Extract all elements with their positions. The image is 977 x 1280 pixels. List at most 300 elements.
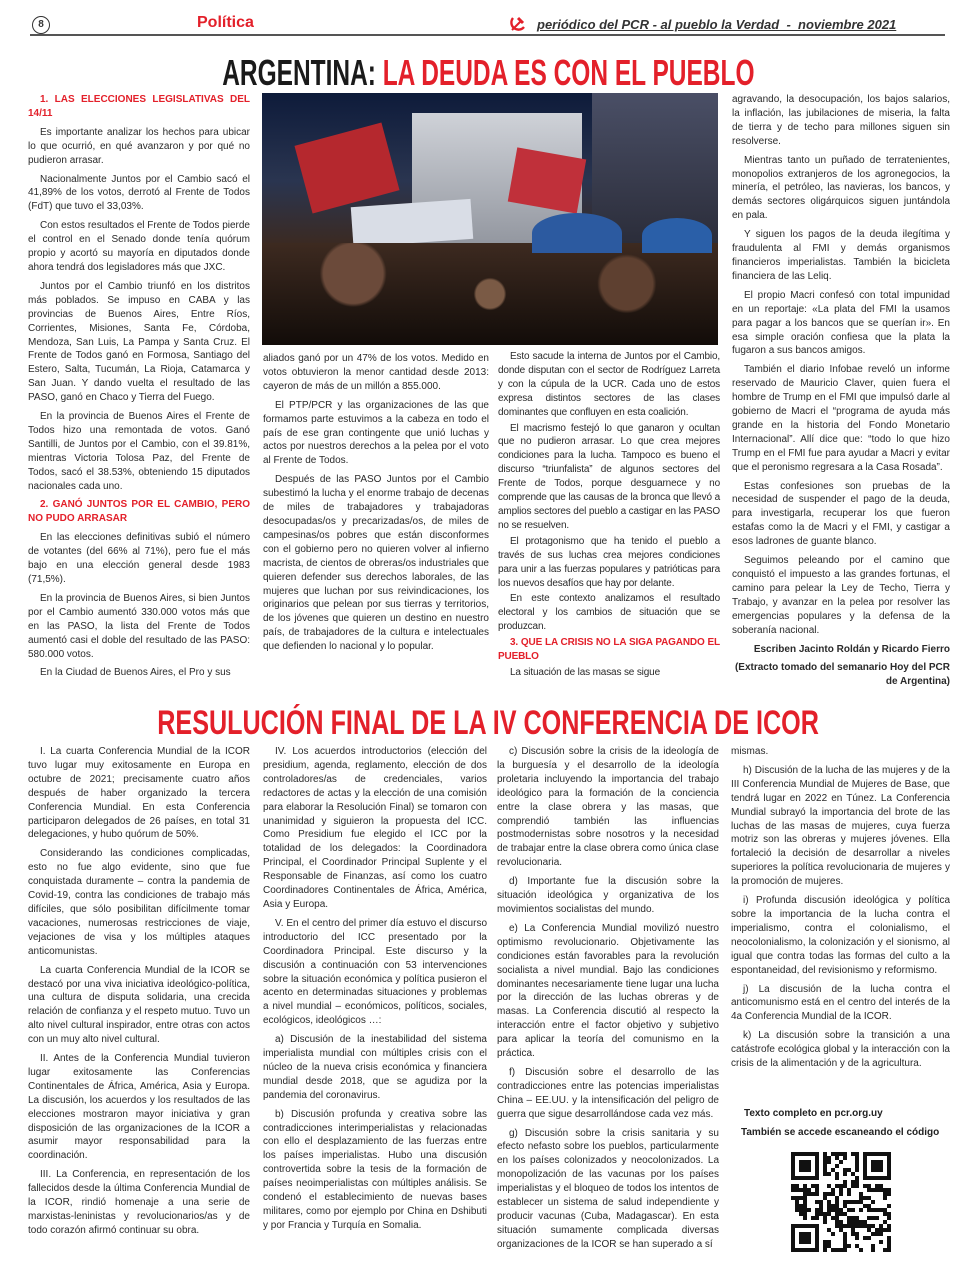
qr-module xyxy=(823,1172,827,1176)
paragraph: c) Discusión sobre la crisis de la ideología de la burguesía y el desarrollo de la ideología proletaria incluyendo la importancia del trabajo ideológico para la formación de la conciencia entre la clase obrera y las masas, que comprendió también las influencias postmodernistas sobre nosotros y la necesidad de trabajar entre la clase obrera como única clase revolucionaria. xyxy=(497,746,719,869)
qr-module xyxy=(843,1204,847,1208)
qr-module xyxy=(875,1208,879,1212)
qr-module xyxy=(799,1204,803,1208)
qr-module xyxy=(815,1156,819,1160)
qr-module xyxy=(799,1160,803,1164)
qr-module xyxy=(799,1164,803,1168)
paragraph: k) La discusión sobre la transición a una catástrofe ecológica global y la interacción con la crisis de la alimentación y de la agricultura. xyxy=(731,1030,950,1070)
photo-flag xyxy=(508,147,586,213)
qr-module xyxy=(803,1232,807,1236)
qr-module xyxy=(887,1244,891,1248)
qr-module xyxy=(883,1192,887,1196)
qr-module xyxy=(839,1160,843,1164)
qr-module xyxy=(871,1200,875,1204)
paragraph: Estas confesiones son pruebas de la necesidad de suspender el pago de la deuda, para investigarla, recuperar los que fueron estafas como la de Macri y el FMI, y castigar a esos ladrones de guante blanco. xyxy=(732,480,950,548)
qr-module xyxy=(795,1196,799,1200)
qr-module xyxy=(823,1244,827,1248)
qr-module xyxy=(803,1152,807,1156)
paragraph: Seguimos peleando por el camino que conquistó el impuesto a las grandes fortunas, el camino para pelear la Ley de Techo, Tierra y Trabajo, y avanzar en la pelea por resolver las emergencias populares y la defensa de la soberanía nacional. xyxy=(732,555,950,636)
qr-module xyxy=(851,1216,855,1220)
qr-module xyxy=(831,1204,835,1208)
qr-module xyxy=(867,1188,871,1192)
paragraph: f) Discusión sobre el desarrollo de las contradicciones entre las potencias imperialistas China – EE.UU. y la intensificación del peligro de guerra que sigue desarrollándose cada vez más. xyxy=(497,1066,719,1120)
qr-module xyxy=(823,1216,827,1220)
qr-module xyxy=(835,1212,839,1216)
qr-module xyxy=(827,1156,831,1160)
qr-module xyxy=(847,1200,851,1204)
qr-module xyxy=(843,1180,847,1184)
paragraph: V. En el centro del primer día estuvo el discurso introductorio del ICC presentado por la Coordinadora Principal. Este discurso y la discusión a continuación con 53 intervenciones sobre la situación económica y política pusieron el acento en determinadas situaciones y problemas a nivel mundial – económicos, políticos, sociales, ecológicos, ideológicos …: xyxy=(263,917,487,1027)
paragraph: El macrismo festejó lo que ganaron y ocultan que no pudieron arrasar. Lo que crea mejores condiciones para la lucha. Tampoco es bueno el discurso “triunfalista” de algunos sectores del Frente de Todos, porque desguarnece y no comprende que las causas de la bronca que llevó a amplios sectores del pueblo a castigar en las PASO no se resuelven. xyxy=(498,422,720,531)
qr-module xyxy=(811,1176,815,1180)
qr-module xyxy=(799,1168,803,1172)
qr-module xyxy=(851,1208,855,1212)
qr-module xyxy=(823,1240,827,1244)
qr-module xyxy=(855,1168,859,1172)
qr-module xyxy=(843,1232,847,1236)
qr-module xyxy=(855,1180,859,1184)
qr-module xyxy=(807,1168,811,1172)
qr-module xyxy=(803,1204,807,1208)
qr-module xyxy=(835,1164,839,1168)
qr-module xyxy=(791,1240,795,1244)
qr-module xyxy=(875,1228,879,1232)
qr-module xyxy=(871,1160,875,1164)
qr-module xyxy=(835,1172,839,1176)
qr-module xyxy=(847,1224,851,1228)
qr-module xyxy=(887,1152,891,1156)
qr-module xyxy=(791,1160,795,1164)
qr-module xyxy=(827,1208,831,1212)
qr-module xyxy=(815,1176,819,1180)
qr-module xyxy=(811,1216,815,1220)
qr-module xyxy=(807,1160,811,1164)
qr-module xyxy=(847,1216,851,1220)
masthead: periódico del PCR - al pueblo la Verdad - noviembre 2021 xyxy=(537,17,897,32)
article2-column-4 xyxy=(731,745,950,1090)
qr-module xyxy=(867,1184,871,1188)
qr-module xyxy=(879,1160,883,1164)
qr-module xyxy=(807,1192,811,1196)
article1-column-4 xyxy=(732,93,950,688)
qr-module xyxy=(879,1152,883,1156)
photo-umbrella xyxy=(532,213,622,253)
qr-module xyxy=(855,1152,859,1156)
website-link[interactable]: Texto completo en pcr.org.uy xyxy=(744,1108,883,1119)
qr-module xyxy=(803,1192,807,1196)
qr-module xyxy=(867,1228,871,1232)
qr-module xyxy=(867,1224,871,1228)
qr-module xyxy=(863,1204,867,1208)
paragraph: e) La Conferencia Mundial movilizó nuestro optimismo revolucionario. Objetivamente las condiciones están favorables para la revolución socialista a nivel mundial. Bajo las condiciones dominantes necesariamente tiene lugar una lucha por la dirección de las luchas obreras y de masas. La Conferencia discutió al respecto la interacción entre el factor objetivo y subjetivo para aplicar la teoría del comunismo en la práctica. xyxy=(497,922,719,1060)
byline: Escriben Jacinto Roldán y Ricardo Fierro xyxy=(753,643,950,655)
qr-module xyxy=(799,1236,803,1240)
qr-module xyxy=(839,1188,843,1192)
paragraph: g) Discusión sobre la crisis sanitaria y su efecto nefasto sobre los pueblos, particularmente en los países colonizados y neocolonizados. La monopolización de las vacunas por los países imperialistas y el bloqueo de todos los intentos de establecer un sistema de salud independiente y producir vacunas (Cuba, Madagascar). En esta situación sumamente complicada diversas organizaciones de la ICOR se han superado a sí xyxy=(497,1127,719,1250)
qr-module xyxy=(855,1164,859,1168)
qr-module xyxy=(815,1244,819,1248)
qr-module xyxy=(807,1188,811,1192)
paragraph: El protagonismo que ha tenido el pueblo a través de sus luchas crea mejores condiciones para unir a las fuerzas populares y patrióticas para los nuevos desafíos que hay por delante. xyxy=(498,535,720,589)
qr-module xyxy=(815,1212,819,1216)
qr-module xyxy=(863,1236,867,1240)
qr-module xyxy=(791,1196,795,1200)
qr-module xyxy=(803,1224,807,1228)
qr-module xyxy=(815,1152,819,1156)
qr-module xyxy=(803,1160,807,1164)
qr-module xyxy=(835,1220,839,1224)
qr-module xyxy=(795,1204,799,1208)
subheading: 1. LAS ELECCIONES LEGISLATIVAS DEL 14/11 xyxy=(28,94,250,119)
qr-module xyxy=(835,1248,839,1252)
qr-module xyxy=(815,1200,819,1204)
source-note: (Extracto tomado del semanario Hoy del PCR de Argentina) xyxy=(734,662,950,688)
qr-module xyxy=(795,1176,799,1180)
qr-module xyxy=(887,1172,891,1176)
qr-module xyxy=(887,1192,891,1196)
qr-module xyxy=(803,1212,807,1216)
qr-module xyxy=(807,1176,811,1180)
qr-module xyxy=(831,1168,835,1172)
qr-module xyxy=(863,1152,867,1156)
qr-module xyxy=(843,1152,847,1156)
qr-module xyxy=(875,1160,879,1164)
qr-module xyxy=(847,1192,851,1196)
qr-module xyxy=(791,1172,795,1176)
qr-module xyxy=(843,1168,847,1172)
qr-instructions: También se accede escaneando el código xyxy=(741,1127,940,1138)
paragraph: j) La discusión de la lucha contra el anticomunismo está en el centro del interés de la 4a Conferencia Mundial de la ICOR. xyxy=(731,983,950,1023)
qr-module xyxy=(871,1224,875,1228)
qr-module xyxy=(815,1192,819,1196)
qr-module xyxy=(799,1176,803,1180)
paragraph: II. Antes de la Conferencia Mundial tuvieron lugar exitosamente las Conferencias Continentales de África, América, Asia y Europa. La discusión, los acuerdos y los resultados de las elecciones mostraron mayor iniciativa y gran disposición de las organizaciones de la ICOR a asumir mayor responsabilidad para la coordinación. xyxy=(28,1053,250,1162)
qr-module xyxy=(835,1204,839,1208)
qr-module xyxy=(823,1220,827,1224)
qr-module xyxy=(851,1200,855,1204)
qr-module xyxy=(875,1216,879,1220)
qr-module xyxy=(827,1212,831,1216)
qr-module xyxy=(855,1156,859,1160)
qr-module xyxy=(883,1220,887,1224)
qr-module xyxy=(807,1208,811,1212)
qr-module xyxy=(799,1248,803,1252)
article1-column-3 xyxy=(498,350,720,682)
qr-module xyxy=(887,1216,891,1220)
qr-module xyxy=(803,1196,807,1200)
qr-module xyxy=(879,1224,883,1228)
qr-module xyxy=(851,1180,855,1184)
qr-module xyxy=(839,1208,843,1212)
paragraph: d) Importante fue la discusión sobre la situación ideológica y organizativa de los movimientos socialistas del mundo. xyxy=(497,876,719,915)
qr-module xyxy=(803,1216,807,1220)
paragraph: Es importante analizar los hechos para ubicar lo que ocurrió, en qué avanzaron y por qué no pudieron arrasar. xyxy=(28,126,250,166)
qr-module xyxy=(795,1184,799,1188)
paragraph: Esto sacude la interna de Juntos por el Cambio, donde disputan con el sector de Rodríguez Larreta y con la cúpula de la UCR. Cada uno de estos expresa distintos sectores de las clases dominantes que confluyen en esta coalición. xyxy=(498,351,720,418)
qr-module xyxy=(875,1152,879,1156)
qr-module xyxy=(799,1188,803,1192)
qr-module xyxy=(791,1152,795,1156)
paragraph: La cuarta Conferencia Mundial de la ICOR se destacó por una viva iniciativa ideológico-política, una cultura de disputa solidaria, una crecida relación de confianza y el respeto mutuo. Tuvo un alto nivel cultural inspirador, entre otras con actos con un muy alto nivel cultural. xyxy=(28,964,250,1046)
qr-module xyxy=(795,1208,799,1212)
article2-column-1 xyxy=(28,745,250,1255)
qr-module xyxy=(807,1224,811,1228)
qr-module xyxy=(855,1200,859,1204)
qr-module xyxy=(815,1208,819,1212)
qr-module xyxy=(803,1240,807,1244)
subheading: 2. GANÓ JUNTOS POR EL CAMBIO, PERO NO PUDO ARRASAR xyxy=(28,499,250,525)
qr-module xyxy=(831,1152,835,1156)
qr-module xyxy=(823,1164,827,1168)
qr-module xyxy=(855,1176,859,1180)
paragraph: En las elecciones definitivas subió el número de votantes (del 66% al 71%), pero fue el más bajo en una elección general desde 1983 (71,5%). xyxy=(28,532,250,585)
qr-module xyxy=(831,1248,835,1252)
qr-module xyxy=(871,1244,875,1248)
qr-code[interactable] xyxy=(791,1152,891,1252)
qr-module xyxy=(803,1248,807,1252)
qr-module xyxy=(839,1192,843,1196)
qr-module xyxy=(803,1236,807,1240)
qr-module xyxy=(863,1172,867,1176)
qr-module xyxy=(831,1208,835,1212)
qr-module xyxy=(867,1208,871,1212)
qr-module xyxy=(887,1248,891,1252)
photo-crowd xyxy=(262,243,718,345)
qr-module xyxy=(887,1188,891,1192)
qr-module xyxy=(847,1208,851,1212)
qr-module xyxy=(819,1212,823,1216)
qr-module xyxy=(847,1244,851,1248)
qr-module xyxy=(803,1168,807,1172)
qr-module xyxy=(839,1248,843,1252)
qr-module xyxy=(827,1204,831,1208)
qr-module xyxy=(831,1188,835,1192)
qr-module xyxy=(859,1224,863,1228)
qr-module xyxy=(855,1216,859,1220)
qr-module xyxy=(851,1184,855,1188)
page-number: 8 xyxy=(32,16,50,34)
qr-module xyxy=(887,1156,891,1160)
qr-module xyxy=(883,1212,887,1216)
qr-module xyxy=(835,1196,839,1200)
qr-module xyxy=(823,1212,827,1216)
qr-module xyxy=(807,1248,811,1252)
title-part-red: LA DEUDA ES CON EL PUEBLO xyxy=(382,52,755,93)
paragraph: mismas. xyxy=(731,746,769,757)
paragraph: Y siguen los pagos de la deuda ilegítima y fraudulenta al FMI y demás organismos financieros imperialistas. También la bicicleta financiera de las Leliq. xyxy=(732,229,950,282)
qr-module xyxy=(887,1228,891,1232)
qr-module xyxy=(843,1200,847,1204)
qr-module xyxy=(871,1152,875,1156)
qr-module xyxy=(887,1204,891,1208)
qr-module xyxy=(843,1240,847,1244)
qr-module xyxy=(887,1236,891,1240)
qr-module xyxy=(859,1196,863,1200)
paragraph: b) Discusión profunda y creativa sobre las contradicciones interimperialistas y relacionadas con ello el desplazamiento de las fuerzas entre los países imperialistas. Hubo una discusión controvertida sobre la tesis de la formación de países neoimperialistas con múltiples análisis. Se condenó el establecimiento de nuevas bases militares, como por ejemplo por China en Dshibuti y por Francia y Turquía en Somalia. xyxy=(263,1108,487,1231)
qr-module xyxy=(835,1216,839,1220)
qr-module xyxy=(859,1208,863,1212)
qr-module xyxy=(879,1232,883,1236)
qr-module xyxy=(883,1188,887,1192)
paragraph: i) Profunda discusión ideológica y política sobre la importancia de la lucha contra el imperialismo, contra el colonialismo, el neocolonialismo, la colonización y el sionismo, al igual que contra todas las formas del culto a la espontaneidad, del revisionismo y reformismo. xyxy=(731,895,950,976)
qr-module xyxy=(867,1216,871,1220)
qr-module xyxy=(863,1220,867,1224)
qr-module xyxy=(807,1164,811,1168)
qr-module xyxy=(815,1232,819,1236)
section-title: Política xyxy=(197,14,254,31)
article2-title xyxy=(0,704,977,743)
qr-module xyxy=(839,1224,843,1228)
subheading: 3. QUE LA CRISIS NO LA SIGA PAGANDO EL PUEBLO xyxy=(498,637,720,663)
qr-module xyxy=(843,1156,847,1160)
qr-module xyxy=(803,1164,807,1168)
article-title xyxy=(0,52,977,94)
qr-module xyxy=(879,1228,883,1232)
qr-module xyxy=(887,1224,891,1228)
paragraph: Nacionalmente Juntos por el Cambio sacó el 41,89% de los votos, derrotó al Frente de Todos (FdT) que tuvo el 33,03%. xyxy=(28,173,250,213)
qr-module xyxy=(855,1160,859,1164)
qr-module xyxy=(847,1188,851,1192)
qr-module xyxy=(851,1152,855,1156)
qr-module xyxy=(791,1232,795,1236)
paragraph: En la provincia de Buenos Aires el Frente de Todos hizo una remontada de votos. Ganó Santilli, de Juntos por el Cambio, con el 39.81%, mientras Victoria Tolosa Paz, del Frente de Todos, sacó el 38.53%, obteniendo 15 diputados nacionales cada uno. xyxy=(28,411,250,492)
qr-module xyxy=(879,1208,883,1212)
qr-module xyxy=(835,1224,839,1228)
header-rule xyxy=(30,34,945,36)
qr-module xyxy=(879,1240,883,1244)
qr-module xyxy=(815,1248,819,1252)
qr-module xyxy=(839,1152,843,1156)
qr-module xyxy=(835,1156,839,1160)
qr-module xyxy=(815,1164,819,1168)
qr-module xyxy=(887,1240,891,1244)
title-part-black: ARGENTINA: xyxy=(222,52,377,93)
qr-module xyxy=(831,1216,835,1220)
qr-module xyxy=(843,1184,847,1188)
qr-module xyxy=(855,1220,859,1224)
paragraph: Mientras tanto un puñado de terratenientes, monopolios extranjeros de los agronegocios, la minería, el petróleo, las navieras, los bancos, y demás sectores oligárquicos siguen juntándola en pala. xyxy=(732,154,950,222)
qr-module xyxy=(827,1184,831,1188)
qr-module xyxy=(791,1188,795,1192)
qr-module xyxy=(795,1188,799,1192)
qr-module xyxy=(815,1168,819,1172)
qr-module xyxy=(887,1160,891,1164)
qr-module xyxy=(815,1216,819,1220)
qr-module xyxy=(823,1248,827,1252)
paragraph: a) Discusión de la inestabilidad del sistema imperialista mundial con múltiples crisis con el núcleo de la nueva crisis económica y financiera mundial desde 2018, que se agudiza por la pandemia del coronavirus. xyxy=(263,1034,487,1101)
qr-module xyxy=(827,1172,831,1176)
qr-module xyxy=(791,1244,795,1248)
qr-module xyxy=(831,1192,835,1196)
paragraph: El PTP/PCR y las organizaciones de las que formamos parte estuvimos a la cabeza en todo el país de ese gran contingente que unió luchas y actos por nuestros derechos a la pelea por el voto al Frente de Todos. xyxy=(263,399,489,467)
qr-module xyxy=(791,1228,795,1232)
paragraph: I. La cuarta Conferencia Mundial de la ICOR tuvo lugar muy exitosamente en Europa en octubre de 2021; precisamente cuatro años después de haber organizado la tercera Conferencia Mundial. En esta Conferencia participaron delegados de 26 países, en total 31 delegaciones, y hubo quórum de 50%. xyxy=(28,746,250,841)
article1-column-2 xyxy=(263,352,489,684)
qr-module xyxy=(847,1168,851,1172)
qr-module xyxy=(815,1240,819,1244)
qr-module xyxy=(811,1184,815,1188)
qr-module xyxy=(883,1196,887,1200)
qr-module xyxy=(791,1168,795,1172)
qr-module xyxy=(827,1244,831,1248)
qr-module xyxy=(883,1228,887,1232)
qr-module xyxy=(863,1176,867,1180)
qr-module xyxy=(811,1192,815,1196)
qr-module xyxy=(827,1228,831,1232)
qr-module xyxy=(807,1232,811,1236)
qr-module xyxy=(883,1208,887,1212)
qr-module xyxy=(791,1176,795,1180)
qr-module xyxy=(867,1204,871,1208)
qr-module xyxy=(815,1236,819,1240)
qr-module xyxy=(887,1176,891,1180)
qr-module xyxy=(799,1196,803,1200)
qr-module xyxy=(867,1236,871,1240)
paragraph: Con estos resultados el Frente de Todos pierde el control en el Senado donde tenía quórum propio y acortó su mayoría en diputados donde ahora tendrá dos legisladores más que JXC. xyxy=(28,220,250,273)
qr-module xyxy=(855,1232,859,1236)
qr-module xyxy=(803,1188,807,1192)
qr-module xyxy=(851,1172,855,1176)
paragraph: En este contexto analizamos el resultado electoral y los cambios de situación que se produzcan. xyxy=(498,593,720,633)
qr-module xyxy=(871,1168,875,1172)
qr-module xyxy=(843,1236,847,1240)
qr-module xyxy=(835,1184,839,1188)
qr-module xyxy=(867,1196,871,1200)
qr-module xyxy=(795,1200,799,1204)
qr-module xyxy=(887,1164,891,1168)
qr-module xyxy=(815,1172,819,1176)
qr-module xyxy=(863,1160,867,1164)
qr-module xyxy=(863,1224,867,1228)
qr-module xyxy=(799,1152,803,1156)
qr-module xyxy=(807,1152,811,1156)
qr-module xyxy=(855,1244,859,1248)
qr-module xyxy=(847,1220,851,1224)
qr-module xyxy=(807,1240,811,1244)
qr-module xyxy=(867,1152,871,1156)
qr-module xyxy=(859,1248,863,1252)
qr-module xyxy=(871,1164,875,1168)
qr-module xyxy=(863,1164,867,1168)
qr-module xyxy=(811,1152,815,1156)
qr-module xyxy=(795,1248,799,1252)
qr-module xyxy=(799,1224,803,1228)
paragraph: Considerando las condiciones complicadas, esto no fue algo evidente, sino que fue conquistada duramente – contra la pandemia de Covid-19, contra las condiciones de trabajo más difíciles, que sólo posibilitan difícilmente tomar vacaciones, numerosas restricciones de viaje, vejaciones de visa y los múltiples ataques anticomunistas. xyxy=(28,848,250,957)
qr-module xyxy=(791,1248,795,1252)
qr-module xyxy=(863,1156,867,1160)
qr-module xyxy=(815,1188,819,1192)
qr-module xyxy=(871,1232,875,1236)
qr-module xyxy=(799,1240,803,1244)
qr-module xyxy=(851,1224,855,1228)
qr-module xyxy=(795,1224,799,1228)
qr-module xyxy=(827,1200,831,1204)
qr-module xyxy=(855,1184,859,1188)
paragraph: h) Discusión de la lucha de las mujeres y de la III Conferencia Mundial de Mujeres de Base, que tendrá lugar en 2022 en Túnez. La Conferencia Mundial subrayó la importancia del brote de las luchas de las masas de mujeres, cuya fuerza motriz son las obreras y mujeres jóvenes. Ella fortaleció la decisión de desarrollar a niveles superiores la política revolucionaria de mujeres y la promoción de mujeres. xyxy=(731,764,950,888)
qr-module xyxy=(795,1152,799,1156)
qr-module xyxy=(859,1220,863,1224)
qr-module xyxy=(803,1200,807,1204)
qr-module xyxy=(815,1184,819,1188)
qr-module xyxy=(827,1192,831,1196)
qr-module xyxy=(883,1176,887,1180)
qr-module xyxy=(811,1248,815,1252)
qr-module xyxy=(835,1152,839,1156)
qr-module xyxy=(879,1188,883,1192)
qr-module xyxy=(791,1156,795,1160)
paragraph: agravando, la desocupación, los bajos salarios, la inflación, las jubilaciones de miseria, la falta de tierra y de techo para millones siguen sin resolverse. xyxy=(732,94,950,147)
qr-module xyxy=(887,1168,891,1172)
